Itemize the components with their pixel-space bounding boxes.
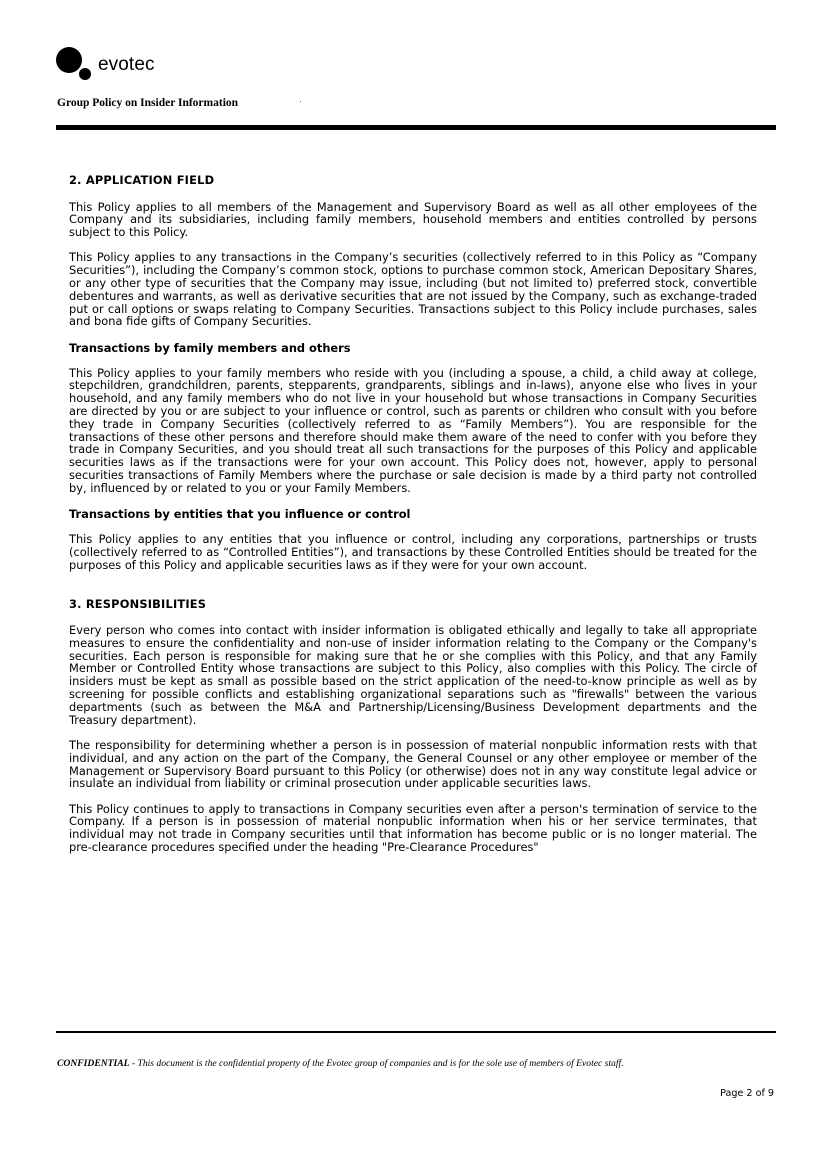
section-3-paragraph-2: The responsibility for determining whether a person is in possession of material nonpublic information rests with that individual, and any action on the part of the Company, the General Counsel or any other employee or member of the Management or Supervisory Board pursuant to this Policy (or otherwise) does not in any way constitute legal advice or insulate an individual from liability or criminal prosecution under applicable securities laws.	[69, 737, 757, 791]
page-number: Page 2 of 9	[720, 1088, 774, 1099]
section-2-paragraph-2: This Policy applies to any transactions in the Company’s securities (collectively referred to in this Policy as “Company Securities”), including the Company’s common stock, options to purchase common stock, American Depositary Shares, or any other type of securities that the Company may issue, including (but not limited to) preferred stock, convertible debentures and warrants, as well as derivative securities that are not issued by the Company, such as exchange-traded put or call options or swaps relating to Company Securities. Transactions subject to this Policy include purchases, sales and bona fide gifts of Company Securities.	[69, 250, 757, 329]
document-body	[69, 173, 757, 866]
family-members-subheading: Transactions by family members and others	[69, 340, 351, 355]
stray-mark	[300, 101, 301, 102]
confidentiality-footer	[57, 1058, 624, 1069]
logo-small-dot-icon	[79, 68, 91, 80]
document-title: Group Policy on Insider Information	[57, 97, 239, 109]
section-3-heading: 3. RESPONSIBILITIES	[69, 596, 207, 611]
section-2-paragraph-1: This Policy applies to all members of the Management and Supervisory Board as well as all other employees of the Company and its subsidiaries, including family members, household members and entities controlled by persons subject to this Policy.	[69, 199, 757, 240]
section-2-heading: 2. APPLICATION FIELD	[69, 173, 215, 187]
logo-large-dot-icon	[56, 47, 82, 73]
section-2-paragraph-4: This Policy applies to any entities that you influence or control, including any corporations, partnerships or trusts (collectively referred to as “Controlled Entities”), and transactions by these Controlled Entities should be treated for the purposes of this Policy and applicable securities laws as if they were for your own account.	[69, 532, 757, 572]
section-2-paragraph-3: This Policy applies to your family members who reside with you (including a spouse, a child, a child away at college, stepchildren, grandchildren, parents, stepparents, grandparents, siblings and in-laws), anyone else who lives in your household, and any family members who do not live in your household but whose transactions in Company Securities are directed by you or are subject to your influence or control, such as parents or children who consult with you before they trade in Company Securities (collectively referred to as “Family Members”). You are responsible for the transactions of these other persons and therefore should make them aware of the need to confer with you before they trade in Company Securities, and you should treat all such transactions for the purposes of this Policy and applicable securities laws as if the transactions were for your own account. This Policy does not, however, apply to personal securities transactions of Family Members where the purchase or sale decision is made by a third party not controlled by, influenced by or related to you or your Family Members.	[69, 365, 757, 495]
section-3-paragraph-1: Every person who comes into contact with insider information is obligated ethically and legally to take all appropriate measures to ensure the confidentiality and non-use of insider information relating to the Company or the Company's securities. Each person is responsible for making sure that he or she complies with this Policy, and that any Family Member or Controlled Entity whose transactions are subject to this Policy, also complies with this Policy. The circle of insiders must be kept as small as possible based on the strict application of the need-to-know principle as well as by screening for possible conflicts and establishing organizational separations such as "firewalls" between the various departments (such as between the M&A and Partnership/Licensing/Business Development departments and the Treasury department).	[69, 623, 757, 727]
logo-text: evotec	[98, 54, 155, 75]
footer-rule	[56, 1031, 776, 1033]
confidential-label: CONFIDENTIAL	[57, 1058, 130, 1069]
controlled-entities-subheading: Transactions by entities that you influence or control	[69, 507, 411, 522]
header-rule	[56, 125, 776, 130]
evotec-logo	[56, 47, 176, 83]
confidential-text: - This document is the confidential property of the Evotec group of companies and is for the sole use of members of Evotec staff.	[129, 1058, 624, 1069]
section-3-paragraph-3: This Policy continues to apply to transactions in Company securities even after a person's termination of service to the Company. If a person is in possession of material nonpublic information when his or her service terminates, that individual may not trade in Company securities until that information has become public or is no longer material. The pre-clearance procedures specified under the heading "Pre-Clearance Procedures"	[69, 801, 757, 854]
